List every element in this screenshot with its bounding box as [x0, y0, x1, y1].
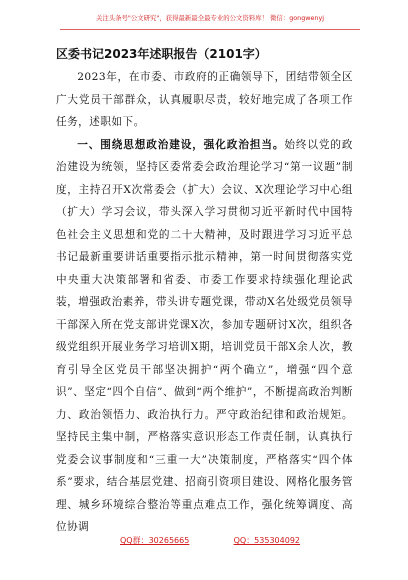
footer-qq-group: QQ群：30265665 — [120, 536, 190, 545]
section-1-paragraph — [56, 134, 353, 539]
intro-paragraph: 2023年，在市委、市政府的正确领导下，团结带领全区广大党员干部群众，认真履职尽责，较好地完成了各项工作任务，述职如下。 — [56, 71, 353, 128]
footer — [120, 535, 300, 549]
document-body — [56, 44, 353, 539]
document-title: 区委书记2023年述职报告（2101字） — [56, 47, 267, 61]
section-1-heading: 一、围绕思想政治建设，强化政治担当。 — [77, 138, 285, 151]
footer-qq: QQ：535304092 — [233, 536, 300, 545]
section-1-body: 始终以党的政治建设为统领，坚持区委常委会政治理论学习“第一议题”制度，主持召开X次常委会（扩大）会议、X次理论学习中心组（扩大）学习会议，带头深入学习贯彻习近平新时代中国特色社会主义思想和党的二十大精神，及时跟进学习习近平总书记最新重要讲话重要指示批示精神，第一时间贯彻落实党中央重大决策部署和省委、市委工作要求持续强化理论武装，增强政治素养，带头讲专题党课，带动X名处级党员领导干部深入所在党支部讲党课X次，参加专题研讨X次，组织各级党组织开展业务学习培训X期，培训党员干部X余人次，教育引导全区党员干部坚决拥护“两个确立”，增强“四个意识”、坚定“四个自信”、做到“两个维护”，不断提高政治判断力、政治领悟力、政治执行力。严守政治纪律和政治规矩。坚持民主集中制，严格落实意识形态工作责任制，认真执行党委会议事制度和“三重一大”决策制度，严格落实“四个体系”要求，结合基层党建、招商引资项目建设、网格化服务管理、城乡环境综合整治等重点难点工作，强化统筹调度、高位协调 — [56, 138, 354, 533]
header-banner: 关注头条号"公文研究"，获得最新最全最专业的公文资料库！ 微信：gongwenyj — [60, 11, 360, 30]
